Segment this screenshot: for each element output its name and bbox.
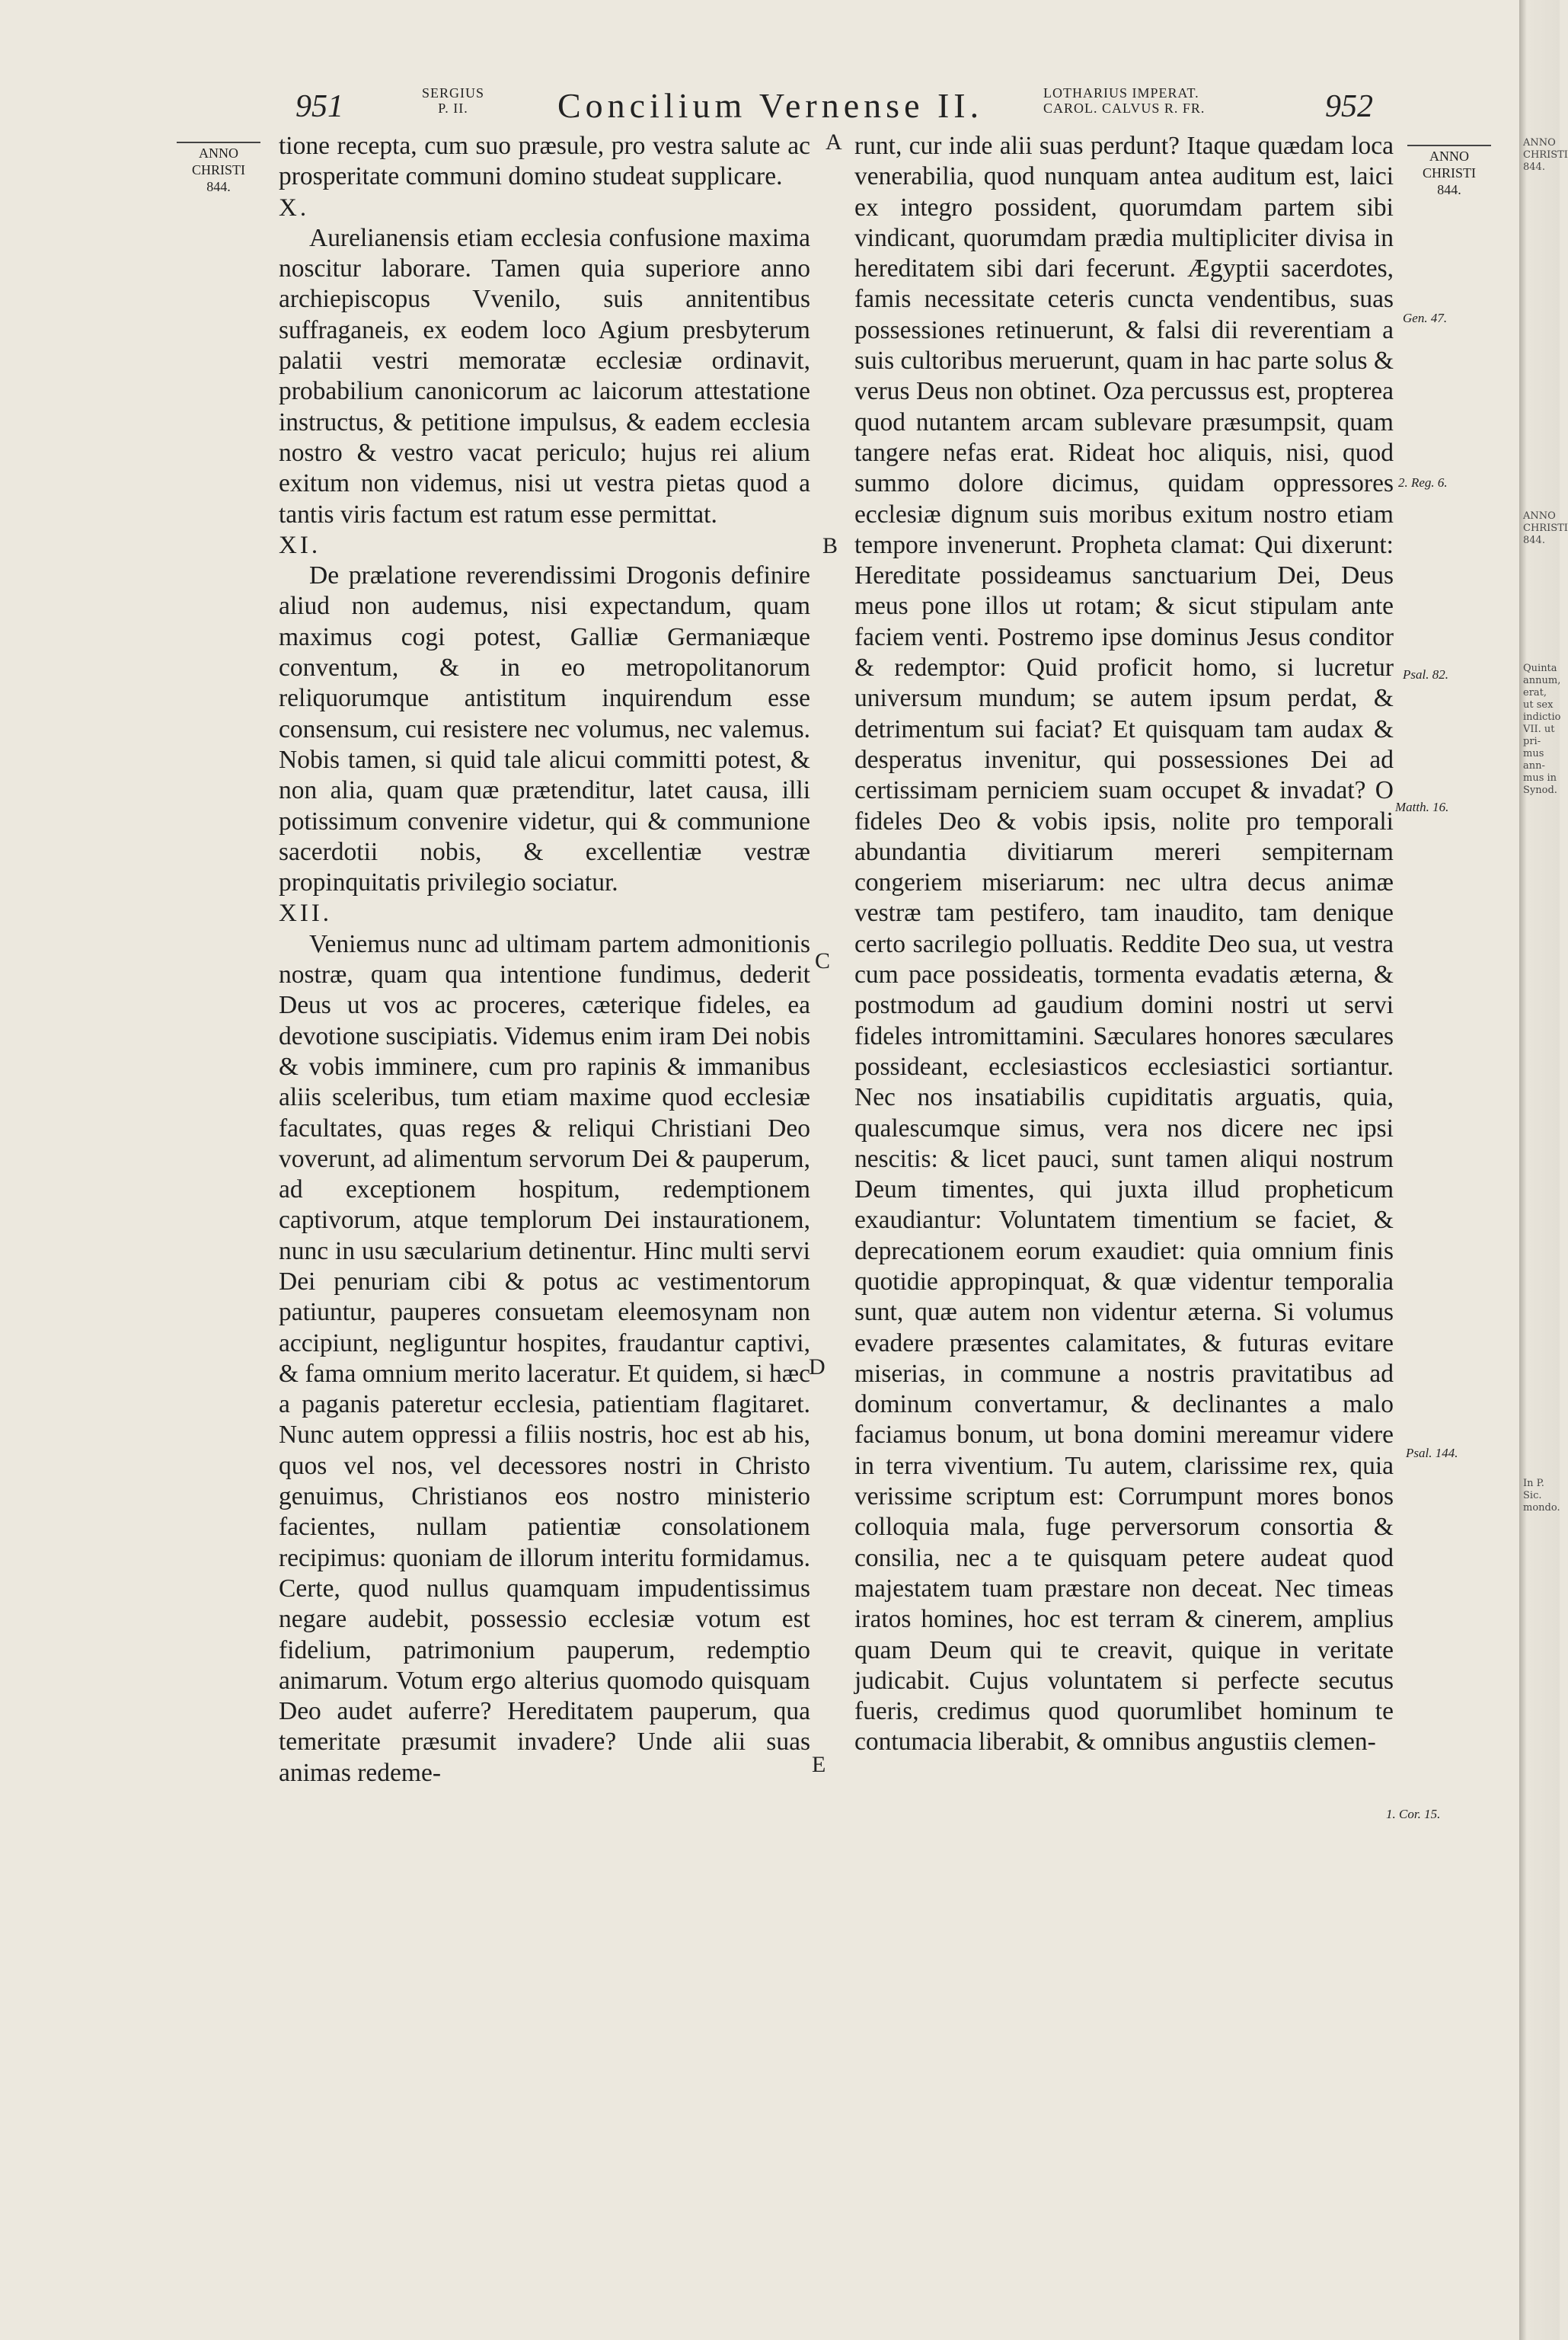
section-heading-12: XII.: [279, 900, 333, 928]
right-margin-anno: ANNO: [1407, 145, 1491, 165]
section-letter-b: B: [822, 533, 838, 558]
margin-ref-gen: Gen. 47.: [1403, 311, 1448, 325]
margin-ref-matth: Matth. 16.: [1395, 800, 1449, 814]
edge-text-2: ANNO CHRISTI 844.: [1523, 510, 1568, 546]
edge-text-3: Quinta annum, erat, ut sex indictio VII. ut pri- mus ann- mus in Synod.: [1523, 663, 1561, 796]
margin-ref-cor: 1. Cor. 15.: [1386, 1807, 1441, 1821]
right-margin-year-number: 844.: [1437, 182, 1461, 197]
section-letter-c: C: [815, 948, 831, 973]
edge-text-4: In P. Sic. mondo.: [1523, 1478, 1560, 1514]
running-header: [289, 85, 1477, 131]
left-column: [279, 131, 810, 1789]
paragraph-section-10: Aurelianensis etiam ecclesia confusione maxima noscitur laborare. Tamen quia superiore anno archiepiscopus Vvenilo, suis annitentibus suffraganeis, ex eodem loco Agium presbyterum palatii vestri memoratæ ecclesiæ ordinavit, probabilium canonicorum ac laicorum attestatione instructus, & petitione impulsus, & eadem ecclesia nostro & vestro vacat periculo; hujus rei alium exitum non videmus, nisi ut vestra pietas quod a tantis viris factum est ratum esse permittat.: [279, 223, 810, 529]
header-pope-name: SERGIUS: [421, 85, 484, 101]
margin-ref-reg: 2. Reg. 6.: [1398, 475, 1448, 490]
header-pope: [411, 85, 495, 116]
paragraph-intro: tione recepta, cum suo præsule, pro vestra salute ac prosperitate communi domino studeat supplicare.: [279, 132, 810, 191]
section-heading-11: XI.: [279, 531, 321, 559]
next-page-edge: [1519, 0, 1568, 2340]
page-number-left: 951: [295, 89, 343, 124]
left-margin-year: [177, 142, 260, 195]
section-letter-a: A: [826, 129, 842, 155]
margin-ref-psal-82: Psal. 82.: [1403, 667, 1448, 682]
paragraph-continuation: runt, cur inde alii suas perdunt? Itaque quædam loca venerabilia, quod nunquam antea auditum est, laici ex integro possident, quorumdam partem sibi vindicant, quorumdam prædia multipliciter divisa in hereditatem sibi dari fecerunt. Ægyptii sacerdotes, famis necessitate ceteris cuncta vendentibus, suas possessiones retinuerunt, & falsi dii reverentiam a suis cultoribus meruerunt, quam in hac parte solus & verus Deus non obtinet. Oza percussus est, propterea quod nutantem arcam sublevare præsumpsit, quam tangere nefas erat. Rideat hoc aliquis, nisi, quod summo dolore dicimus, quidam oppressores ecclesiæ dignum suis moribus exitum nostro etiam tempore invenerunt. Propheta clamat: Qui dixerunt: Hereditate possideamus sanctuarium Dei, Deus meus pone illos ut rotam; & sicut stipulam ante faciem venti. Postremo ipse dominus Jesus conditor & redemptor: Quid proficit homo, si lucretur universum mundum; se autem ipsum perdat, & detrimentum sui faciat? Et quisquam tam audax & desperatus invenitur, qui possessiones Dei ad certissimam perniciem suam occupet & invadat? O fideles Deo & vobis ipsis, nolite pro temporali abundantia divitiarum mereri sempiternam congeriem miseriarum: nec ultra decus animæ vestræ tam pestifero, tam inaudito, tam denique certo sacrilegio polluatis. Reddite Deo sua, ut vestra cum pace possideatis, tormenta evadatis æterna, & postmodum ad gaudium domini nostri ut servi fideles intromittamini. Sæculares honores sæculares possideant, ecclesiasticos ecclesiastici sortiantur. Nec nos insatiabilis cupiditatis arguatis, quia, qualescumque simus, vera nos dicere nec ipsi nescitis: & licet pauci, sunt tamen aliqui nostrum Deum timentes, qui juxta illud propheticum exaudiantur: Voluntatem timentium se faciet, & deprecationem eorum exaudiet: quia omnium finis quotidie appropinquat, & quæ videntur temporalia sunt, quæ autem non videntur æterna. Si volumus evadere præsentes calamitates, & futuras evitare miserias, in commune a nostris pravitatibus ad dominum convertamur, & declinantes a malo faciamus bonum, ut bona domini mereamur videre in terra viventium. Tu autem, clarissime rex, quia verissime scriptum est: Corrumpunt mores bonos colloquia mala, fuge perversorum consortia & consilia, nec a te quisquam petere audeat quod majestatem tuam præstare non deceat. Nec timeas iratos homines, hoc est terram & cinerem, amplius quam Deum qui te creavit, quique in veritate judicabit. Cujus voluntatem si perfecte secutus fueris, credimus quod quorumlibet hominum te contumacia liberabit, & omnibus angustiis clemen-: [854, 132, 1394, 1757]
header-pope-number: P. II.: [438, 101, 468, 116]
paragraph-section-11: De prælatione reverendissimi Drogonis definire aliud non audemus, nisi expectandum, quam maximus cogi potest, Galliæ Germaniæque conventum, & in eo metropolitanorum reliquorumque antistitum inquirendum esse consensum, cui resistere nec volumus, nec valemus. Nobis tamen, si quid tale alicui committi potest, & non alia, quam quæ prætenditur, latet causa, illi potissimum convenire videtur, qui & communione sacerdotii nobis, & excellentiæ vestræ propinquitatis privilegio sociatur.: [279, 561, 810, 897]
header-rulers: [1043, 85, 1295, 116]
left-margin-christi: CHRISTI: [191, 162, 245, 177]
right-column: [854, 131, 1394, 1758]
margin-ref-psal-144: Psal. 144.: [1406, 1446, 1458, 1460]
right-margin-year: [1407, 145, 1491, 198]
edge-text-1: ANNO CHRISTI 844.: [1523, 137, 1568, 173]
header-king: CAROL. CALVUS R. FR.: [1043, 101, 1206, 116]
paragraph-section-12: Veniemus nunc ad ultimam partem admonitionis nostræ, quam qua intentione fundimus, dederit Deus ut vos ac proceres, cæterique fideles, ea devotione suscipiatis. Videmus enim iram Dei nobis & vobis imminere, cum pro rapinis & immanibus aliis sceleribus, tum etiam maxime quod ecclesiæ facultates, quas reges & reliqui Christiani Deo voverunt, ad alimentum servorum Dei & pauperum, ad exceptionem hospitum, redemptionem captivorum, atque templorum Dei instaurationem, nunc in usu sæcularium detinentur. Hinc multi servi Dei penuriam cibi & potus ac vestimentorum patiuntur, pauperes consuetam eleemosynam non accipiunt, negliguntur hospites, fraudantur captivi, & fama omnium merito laceratur. Et quidem, si hæc a paganis pateretur ecclesia, patientiam flagitaret. Nunc autem oppressi a filiis nostris, hoc est ab his, quos vel nos, vel decessores nostri in Christo genuimus, Christianos eos nostro ministerio facientes, nullam patientiæ consolationem recipimus: quoniam de illorum interitu formidamus. Certe, quod nullus quamquam impudentissimus negare audebit, possessio ecclesiæ votum est fidelium, patrimonium pauperum, redemptio animarum. Votum ergo alterius quomodo quisquam Deo audet auferre? Hereditatem pauperum, qua temeritate præsumit invadere? Unde alii suas animas redeme-: [279, 929, 810, 1787]
page-number-right: 952: [1325, 89, 1373, 124]
right-margin-christi: CHRISTI: [1422, 165, 1476, 181]
left-margin-year-number: 844.: [206, 179, 231, 194]
section-letter-d: D: [809, 1354, 826, 1379]
section-letter-e: E: [812, 1752, 826, 1777]
page-title: Concilium Vernense II.: [557, 86, 984, 125]
header-emperor: LOTHARIUS IMPERAT.: [1043, 85, 1199, 101]
section-heading-10: X.: [279, 193, 310, 222]
left-margin-anno: ANNO: [177, 142, 260, 161]
